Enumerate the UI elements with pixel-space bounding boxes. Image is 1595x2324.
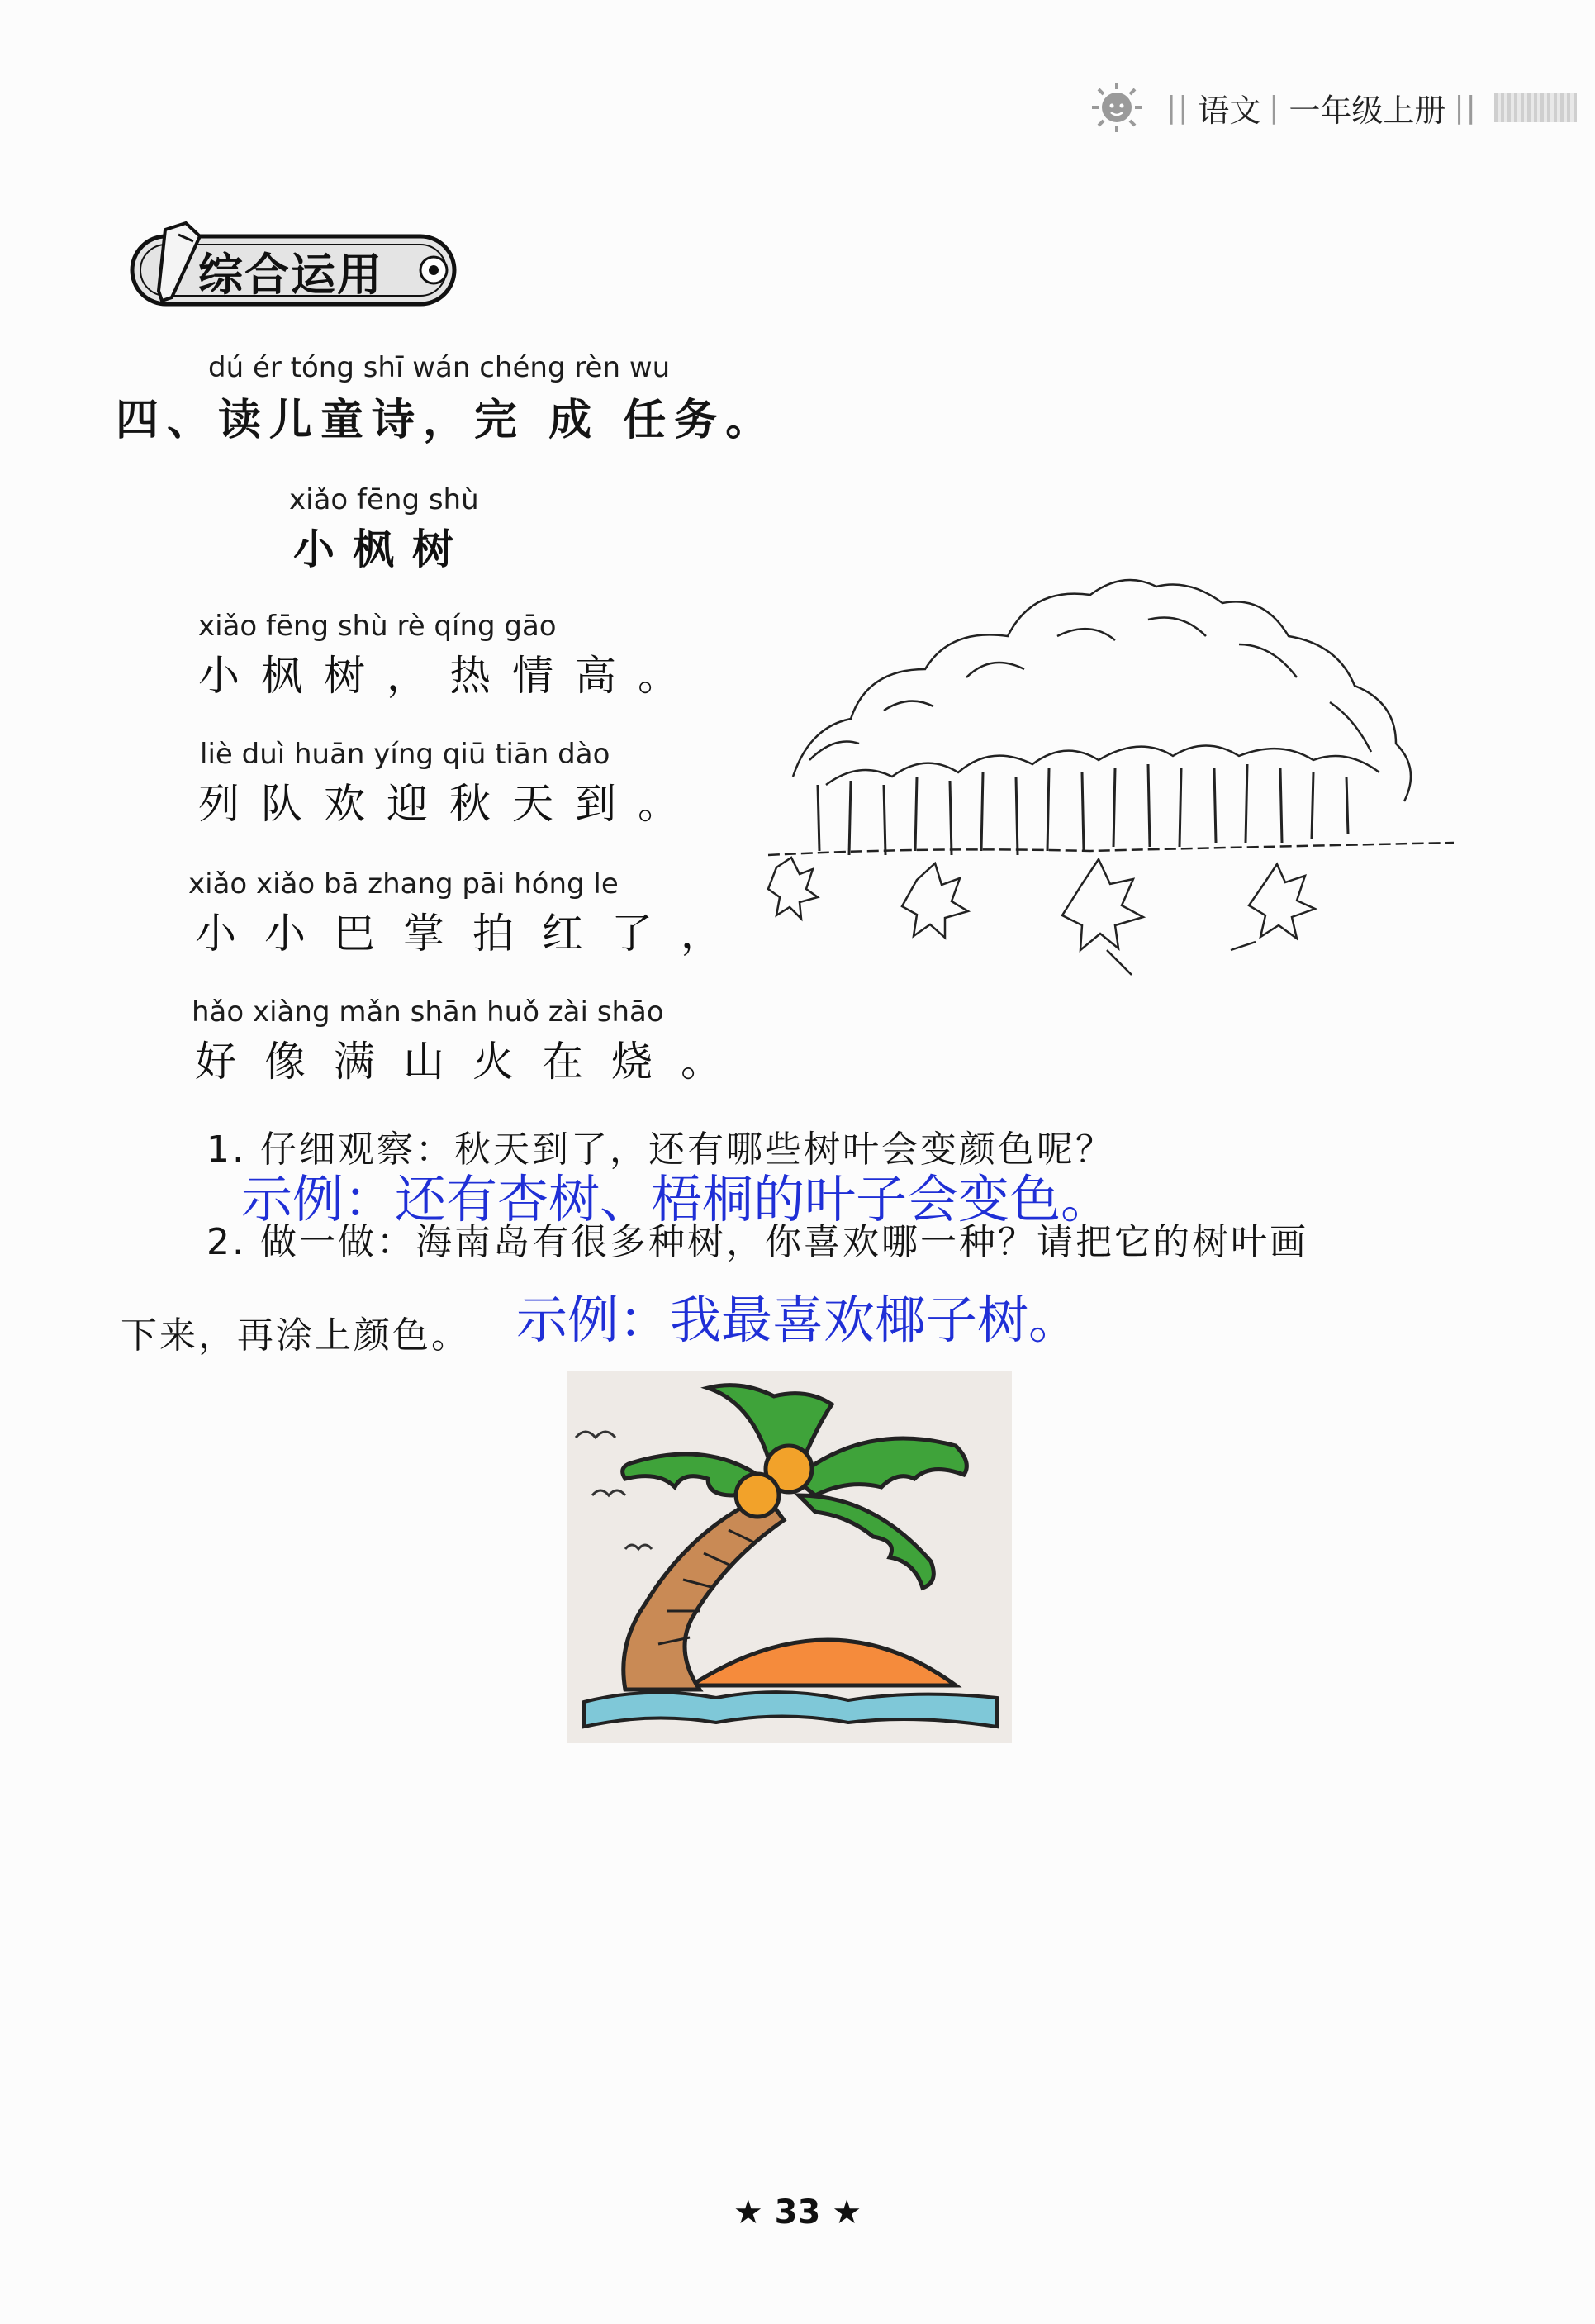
- poem-line: 小小巴掌拍红了，: [195, 910, 750, 958]
- poem-line-pinyin: xiǎo xiǎo bā zhang pāi hóng le: [188, 867, 619, 901]
- divider: ||: [1166, 90, 1190, 125]
- poem-line: 列队欢迎秋天到。: [198, 780, 700, 828]
- star-icon: ★: [733, 2193, 763, 2231]
- task-2-text: 2. 做一做：海南岛有很多种树，你喜欢哪一种？请把它的树叶画: [206, 1221, 1308, 1263]
- poem-line: 好像满山火在烧。: [195, 1038, 750, 1086]
- poem-line-pinyin: xiǎo fēng shù rè qíng gāo: [198, 610, 557, 643]
- grade-label: 一年级上册: [1289, 92, 1446, 129]
- poem-line: 小枫树，热情高。: [198, 652, 700, 700]
- palm-tree-drawing: [567, 1371, 1012, 1743]
- task-2-answer: 示例：我最喜欢椰子树。: [516, 1290, 1080, 1350]
- question-pinyin: dú ér tóng shī wán chéng rèn wu: [208, 351, 671, 384]
- poem-line-pinyin: liè duì huān yíng qiū tiān dào: [200, 738, 610, 771]
- maple-forest-illustration: [760, 562, 1462, 983]
- section-title: 综合运用: [198, 249, 383, 301]
- page-number: [0, 2193, 1595, 2231]
- poem-title-pinyin: xiǎo fēng shù: [289, 483, 479, 516]
- poem-line-pinyin: hǎo xiàng mǎn shān huǒ zài shāo: [192, 996, 664, 1029]
- sun-icon: [1090, 81, 1143, 134]
- divider: |: [1269, 90, 1281, 125]
- task-2-text-cont: 下来，再涂上颜色。: [121, 1314, 470, 1357]
- divider: ||: [1454, 90, 1478, 125]
- task-1-text: 1. 仔细观察：秋天到了，还有哪些树叶会变颜色呢？: [206, 1129, 1114, 1171]
- task-1-answer: 示例：还有杏树、梧桐的叶子会变色。: [241, 1169, 1113, 1229]
- header-stripe: [1494, 93, 1577, 122]
- star-icon: ★: [832, 2193, 862, 2231]
- page-number-value: 33: [774, 2193, 821, 2231]
- question-title: 四、读儿童诗，完 成 任务。: [116, 396, 777, 445]
- page-header: [1090, 74, 1577, 140]
- subject-label: 语文: [1198, 92, 1261, 129]
- poem-title: 小枫树: [293, 525, 472, 573]
